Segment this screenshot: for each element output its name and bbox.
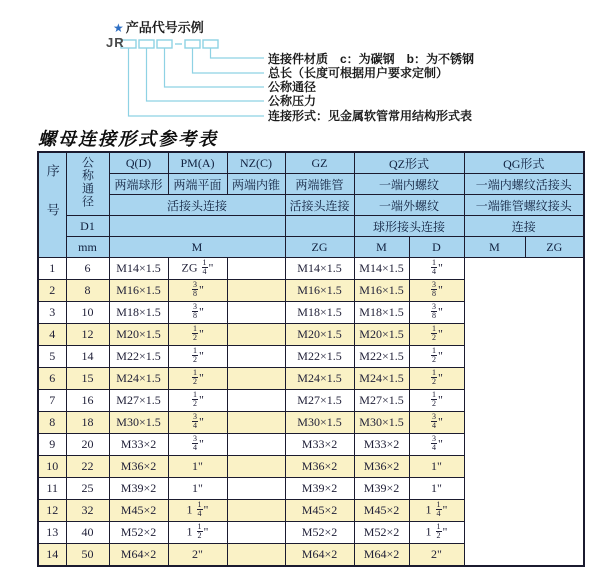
table-row — [38, 280, 584, 302]
cell-qg-m: M14×1.5 — [354, 258, 409, 280]
cell-qz-m — [227, 280, 285, 302]
cell-gz: 1" — [168, 456, 227, 478]
cell-qz-m — [227, 390, 285, 412]
cell-qg-m: M16×1.5 — [354, 280, 409, 302]
cell-seq: 13 — [38, 522, 66, 544]
cell-qz-m — [227, 324, 285, 346]
header-mm: mm — [66, 237, 109, 258]
cell-qz-d: M18×1.5 — [285, 302, 354, 324]
cell-qz-d: M14×1.5 — [285, 258, 354, 280]
label-connection-form: 连接形式：见金属软管常用结构形式表 — [268, 109, 473, 123]
cell-dn: 14 — [66, 346, 109, 368]
cell-m: M39×2 — [109, 478, 168, 500]
cell-qg-zg: $\frac{1}{2}$ " — [409, 390, 464, 412]
header-qg-m: M — [464, 237, 525, 258]
cell-qg-m: M45×2 — [354, 500, 409, 522]
cell-dn: 50 — [66, 544, 109, 567]
header-left-conn: 活接头连接 — [109, 195, 285, 216]
cell-qg-m: M24×1.5 — [354, 368, 409, 390]
table-row — [38, 390, 584, 412]
cell-m: M30×1.5 — [109, 412, 168, 434]
cell-dn: 12 — [66, 324, 109, 346]
table-row — [38, 324, 584, 346]
table-row — [38, 456, 584, 478]
cell-m: M52×2 — [109, 522, 168, 544]
header-empty-left — [109, 216, 285, 237]
cell-seq: 8 — [38, 412, 66, 434]
diagram-heading-text: 产品代号示例 — [125, 20, 204, 35]
cell-m: M22×1.5 — [109, 346, 168, 368]
header-qz-conn: 球形接头连接 — [354, 216, 464, 237]
cell-qz-m — [227, 478, 285, 500]
cell-m: M24×1.5 — [109, 368, 168, 390]
cell-dn: 8 — [66, 280, 109, 302]
cell-qz-m — [227, 456, 285, 478]
connector-diameter — [165, 48, 265, 87]
code-box-5 — [203, 40, 218, 48]
cell-qg-m: M27×1.5 — [354, 390, 409, 412]
cell-seq: 1 — [38, 258, 66, 280]
fraction: $\frac{1}{2}$ — [193, 345, 198, 364]
cell-qg-m: M30×1.5 — [354, 412, 409, 434]
code-box-3 — [157, 40, 172, 48]
cell-qg-zg: $\frac{3}{8}$ " — [409, 280, 464, 302]
cell-seq: 7 — [38, 390, 66, 412]
label-nominal-diameter: 公称通径 — [268, 80, 317, 94]
table-row — [38, 258, 584, 280]
fraction: $\frac{1}{2}$ — [193, 367, 198, 386]
fraction: $\frac{3}{4}$ — [193, 433, 198, 452]
cell-seq: 12 — [38, 500, 66, 522]
header-dn-text: 公称通径 — [80, 156, 95, 208]
header-nz-sub: 两端内锥 — [227, 174, 285, 195]
cell-gz: $\frac{3}{8}$ " — [168, 280, 227, 302]
header-qg-conn: 连接 — [464, 216, 584, 237]
cell-qg-zg: $\frac{3}{8}$ " — [409, 302, 464, 324]
header-gz-sub: 两端锥管 — [285, 174, 354, 195]
cell-dn: 40 — [66, 522, 109, 544]
header-dn — [66, 152, 109, 216]
cell-seq: 6 — [38, 368, 66, 390]
cell-qz-d: M27×1.5 — [285, 390, 354, 412]
cell-m: M16×1.5 — [109, 280, 168, 302]
cell-qg-zg: 1 $\frac{1}{4}$ " — [409, 500, 464, 522]
table-row — [38, 412, 584, 434]
cell-dn: 6 — [66, 258, 109, 280]
cell-qz-m — [227, 302, 285, 324]
fraction: $\frac{1}{4}$ — [436, 499, 441, 518]
fraction: $\frac{1}{4}$ — [202, 257, 207, 276]
cell-qz-d: M24×1.5 — [285, 368, 354, 390]
cell-qg-zg: $\frac{3}{4}$ " — [409, 412, 464, 434]
fraction: $\frac{3}{8}$ — [193, 279, 198, 298]
cell-qg-zg: $\frac{1}{2}$ " — [409, 368, 464, 390]
fraction: $\frac{1}{2}$ — [193, 389, 198, 408]
fraction: $\frac{1}{2}$ — [197, 521, 202, 540]
cell-seq: 10 — [38, 456, 66, 478]
cell-qz-d: M36×2 — [285, 456, 354, 478]
table-row — [38, 434, 584, 456]
cell-dn: 20 — [66, 434, 109, 456]
cell-seq: 5 — [38, 346, 66, 368]
nut-connection-table — [37, 151, 585, 567]
code-prefix: JR — [106, 35, 125, 50]
header-m: M — [109, 237, 285, 258]
fraction: $\frac{1}{4}$ — [432, 257, 437, 276]
cell-gz: $\frac{3}{4}$ " — [168, 434, 227, 456]
header-empty-gz — [285, 216, 354, 237]
header-col-qz: QZ形式 — [354, 152, 464, 174]
cell-qg-zg: 1" — [409, 478, 464, 500]
cell-qz-m — [227, 544, 285, 567]
fraction: $\frac{3}{4}$ — [193, 411, 198, 430]
header-qd-sub: 两端球形 — [109, 174, 168, 195]
cell-qg-m: M18×1.5 — [354, 302, 409, 324]
cell-seq: 9 — [38, 434, 66, 456]
header-seq-text: 序号 — [44, 164, 60, 242]
cell-qg-m: M33×2 — [354, 434, 409, 456]
cell-qz-m — [227, 434, 285, 456]
header-qz-sub2: 一端外螺纹 — [354, 195, 464, 216]
cell-gz: $\frac{1}{2}$ " — [168, 324, 227, 346]
fraction: $\frac{3}{8}$ — [193, 301, 198, 320]
cell-gz: 1" — [168, 478, 227, 500]
cell-gz: ZG $\frac{1}{4}$ " — [168, 258, 227, 280]
fraction: $\frac{3}{4}$ — [432, 433, 437, 452]
cell-qz-d: M64×2 — [285, 544, 354, 567]
cell-qg-zg: 2" — [409, 544, 464, 567]
product-code-diagram — [0, 0, 600, 130]
header-col-gz: GZ — [285, 152, 354, 174]
table-row — [38, 478, 584, 500]
code-box-2 — [139, 40, 154, 48]
table-row — [38, 302, 584, 324]
cell-qz-d: M22×1.5 — [285, 346, 354, 368]
cell-seq: 3 — [38, 302, 66, 324]
cell-gz: 2" — [168, 544, 227, 567]
cell-qg-zg: $\frac{1}{2}$ " — [409, 324, 464, 346]
cell-qz-m — [227, 368, 285, 390]
cell-gz: $\frac{1}{2}$ " — [168, 346, 227, 368]
table-title: 螺母连接形式参考表 — [38, 129, 218, 150]
cell-dn: 10 — [66, 302, 109, 324]
cell-gz: $\frac{3}{4}$ " — [168, 412, 227, 434]
cell-dn: 22 — [66, 456, 109, 478]
connector-material — [211, 48, 265, 58]
header-col-qd: Q(D) — [109, 152, 168, 174]
cell-dn: 32 — [66, 500, 109, 522]
cell-dn: 15 — [66, 368, 109, 390]
star-icon: ★ — [113, 21, 124, 35]
cell-qg-m: M52×2 — [354, 522, 409, 544]
cell-seq: 14 — [38, 544, 66, 567]
table-row — [38, 544, 584, 567]
cell-m: M36×2 — [109, 456, 168, 478]
cell-qz-d: M30×1.5 — [285, 412, 354, 434]
header-col-qg: QG形式 — [464, 152, 584, 174]
table-row — [38, 500, 584, 522]
cell-qg-m: M39×2 — [354, 478, 409, 500]
cell-m: M45×2 — [109, 500, 168, 522]
header-d1: D1 — [66, 216, 109, 237]
header-col-pm: PM(A) — [168, 152, 227, 174]
header-pm-sub: 两端平面 — [168, 174, 227, 195]
fraction: $\frac{1}{2}$ — [436, 521, 441, 540]
cell-qg-m: M64×2 — [354, 544, 409, 567]
fraction: $\frac{1}{2}$ — [432, 323, 437, 342]
fraction: $\frac{1}{2}$ — [432, 345, 437, 364]
cell-qg-zg: 1" — [409, 456, 464, 478]
cell-qz-d: M39×2 — [285, 478, 354, 500]
header-qz-d: D — [409, 237, 464, 258]
fraction: $\frac{3}{8}$ — [432, 279, 437, 298]
cell-m: M27×1.5 — [109, 390, 168, 412]
header-qg-sub1: 一端内螺纹活接头 — [464, 174, 584, 195]
cell-qz-d: M16×1.5 — [285, 280, 354, 302]
cell-gz: $\frac{3}{8}$ " — [168, 302, 227, 324]
cell-m: M64×2 — [109, 544, 168, 567]
header-gz-conn: 活接头连接 — [285, 195, 354, 216]
table-row — [38, 368, 584, 390]
header-qz-sub1: 一端内螺纹 — [354, 174, 464, 195]
cell-dn: 16 — [66, 390, 109, 412]
fraction: $\frac{3}{8}$ — [432, 301, 437, 320]
cell-qg-zg: 1 $\frac{1}{2}$ " — [409, 522, 464, 544]
cell-qz-d: M33×2 — [285, 434, 354, 456]
cell-m: M14×1.5 — [109, 258, 168, 280]
connector-length — [193, 48, 265, 73]
cell-qg-zg: $\frac{3}{4}$ " — [409, 434, 464, 456]
cell-qz-m — [227, 522, 285, 544]
header-qg-sub2: 一端锥管螺纹接头 — [464, 195, 584, 216]
cell-qz-d: M20×1.5 — [285, 324, 354, 346]
cell-gz: 1 $\frac{1}{4}$ " — [168, 500, 227, 522]
diagram-heading — [113, 17, 204, 36]
cell-qg-m: M20×1.5 — [354, 324, 409, 346]
table-row — [38, 522, 584, 544]
cell-qz-d: M45×2 — [285, 500, 354, 522]
label-total-length: 总长（长度可根据用户要求定制） — [268, 66, 449, 80]
fraction: $\frac{1}{2}$ — [432, 367, 437, 386]
cell-qz-m — [227, 258, 285, 280]
label-connector-material: 连接件材质 c：为碳钢 b：为不锈钢 — [268, 52, 475, 66]
cell-qz-d: M52×2 — [285, 522, 354, 544]
cell-m: M33×2 — [109, 434, 168, 456]
label-nominal-pressure: 公称压力 — [268, 94, 317, 108]
header-qg-zg: ZG — [525, 237, 584, 258]
cell-gz: $\frac{1}{2}$ " — [168, 368, 227, 390]
cell-dn: 25 — [66, 478, 109, 500]
fraction: $\frac{1}{4}$ — [197, 499, 202, 518]
table-body — [38, 258, 584, 567]
cell-qz-m — [227, 500, 285, 522]
cell-m: M18×1.5 — [109, 302, 168, 324]
fraction: $\frac{1}{2}$ — [193, 323, 198, 342]
table-row — [38, 346, 584, 368]
code-box-4 — [185, 40, 200, 48]
cell-gz: 1 $\frac{1}{2}$ " — [168, 522, 227, 544]
fraction: $\frac{1}{2}$ — [432, 389, 437, 408]
cell-qg-m: M36×2 — [354, 456, 409, 478]
header-col-nz: NZ(C) — [227, 152, 285, 174]
cell-seq: 11 — [38, 478, 66, 500]
header-seq — [38, 152, 66, 258]
cell-qg-zg: $\frac{1}{2}$ " — [409, 346, 464, 368]
cell-qg-m: M22×1.5 — [354, 346, 409, 368]
cell-qg-zg: $\frac{1}{4}$ " — [409, 258, 464, 280]
header-qz-m: M — [354, 237, 409, 258]
cell-dn: 18 — [66, 412, 109, 434]
cell-seq: 4 — [38, 324, 66, 346]
cell-qz-m — [227, 412, 285, 434]
header-gz-zg: ZG — [285, 237, 354, 258]
cell-m: M20×1.5 — [109, 324, 168, 346]
cell-seq: 2 — [38, 280, 66, 302]
cell-gz: $\frac{1}{2}$ " — [168, 390, 227, 412]
cell-qz-m — [227, 346, 285, 368]
fraction: $\frac{3}{4}$ — [432, 411, 437, 430]
